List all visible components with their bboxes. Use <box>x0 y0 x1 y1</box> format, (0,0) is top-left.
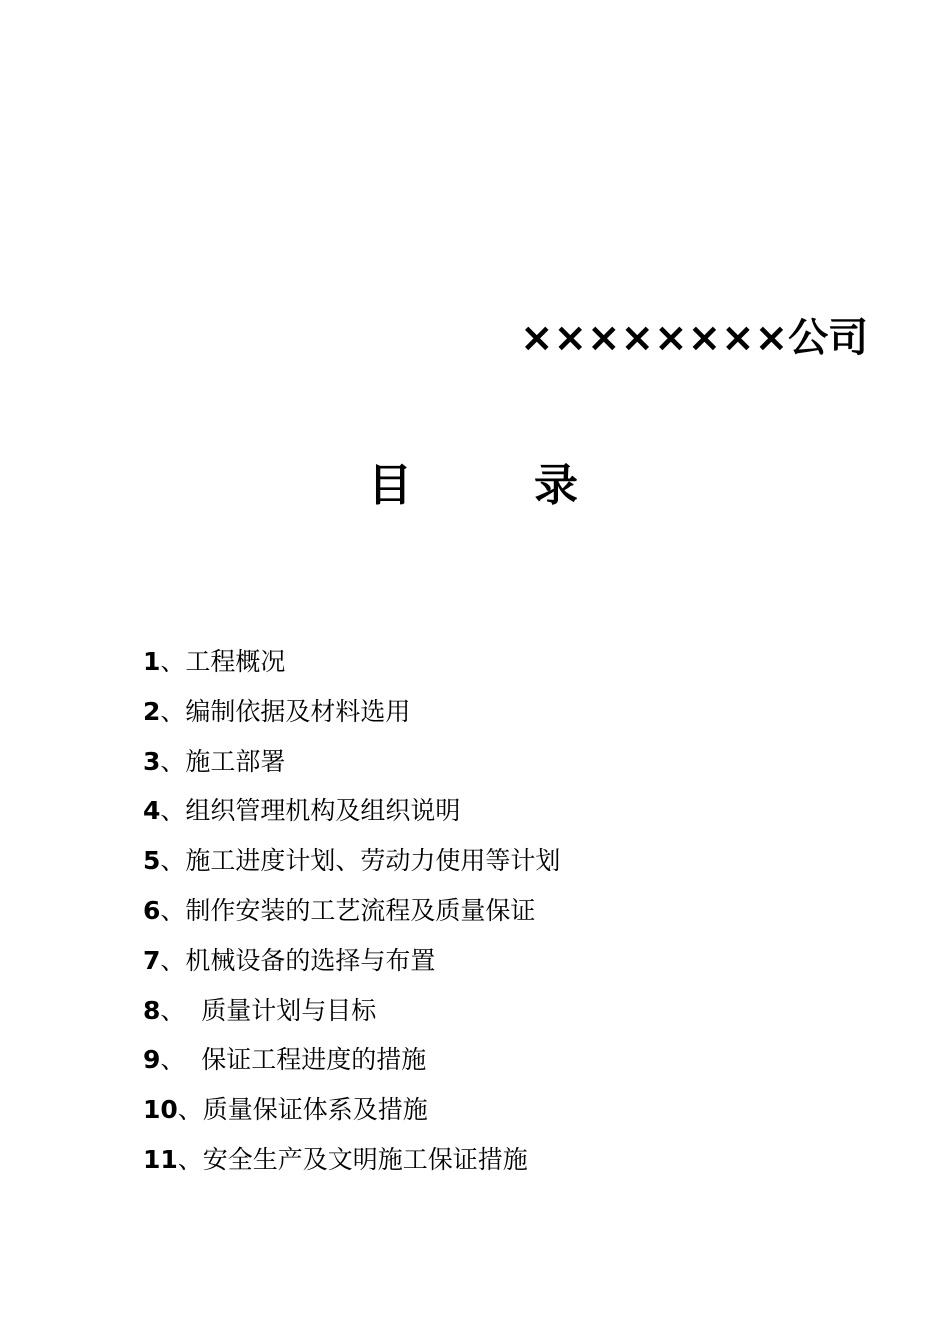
toc-item-number: 11 <box>143 1144 178 1174</box>
toc-item <box>143 1088 843 1138</box>
toc-title <box>368 458 598 514</box>
toc-item-text: 、工程概况 <box>160 647 286 676</box>
toc-item <box>143 1138 843 1188</box>
toc-item-number: 4 <box>143 796 161 826</box>
toc-item-number: 3 <box>143 746 161 776</box>
toc-item-number: 1 <box>143 647 161 676</box>
toc-item <box>143 640 843 690</box>
toc-item-text: 、质量保证体系及措施 <box>177 1095 428 1125</box>
toc-item-number: 6 <box>143 895 161 925</box>
toc-item-text: 、编制依据及材料选用 <box>160 696 411 726</box>
toc-item <box>143 1038 843 1088</box>
toc-item-text: 、组织管理机构及组织说明 <box>160 796 461 826</box>
toc-item-text: 、 质量计划与目标 <box>160 995 377 1025</box>
toc-item <box>143 690 843 740</box>
toc-item-text: 、施工部署 <box>160 746 286 776</box>
toc-item-text: 、施工进度计划、劳动力使用等计划 <box>160 846 561 876</box>
toc-item-text: 、机械设备的选择与布置 <box>160 945 436 975</box>
toc-item-number: 8 <box>143 995 161 1025</box>
toc-item <box>143 989 843 1039</box>
toc-item <box>143 789 843 839</box>
toc-item-text: 、安全生产及文明施工保证措施 <box>177 1144 528 1174</box>
toc-item-text: 、 保证工程进度的措施 <box>160 1045 427 1075</box>
toc-item-number: 5 <box>143 846 161 876</box>
toc-item-number: 10 <box>143 1095 178 1125</box>
toc-item <box>143 939 843 989</box>
toc-item <box>143 740 843 790</box>
toc-item-number: 2 <box>143 696 161 726</box>
toc-title-char: 录 <box>534 460 578 511</box>
toc-item <box>143 839 843 889</box>
toc-item <box>143 889 843 939</box>
toc-item-number: 7 <box>143 945 161 975</box>
company-name: ××××××××公司 <box>520 315 869 361</box>
toc-list <box>143 640 843 1188</box>
toc-item-number: 9 <box>143 1045 161 1075</box>
toc-item-text: 、制作安装的工艺流程及质量保证 <box>160 895 536 925</box>
toc-title-char: 目 <box>368 460 412 511</box>
